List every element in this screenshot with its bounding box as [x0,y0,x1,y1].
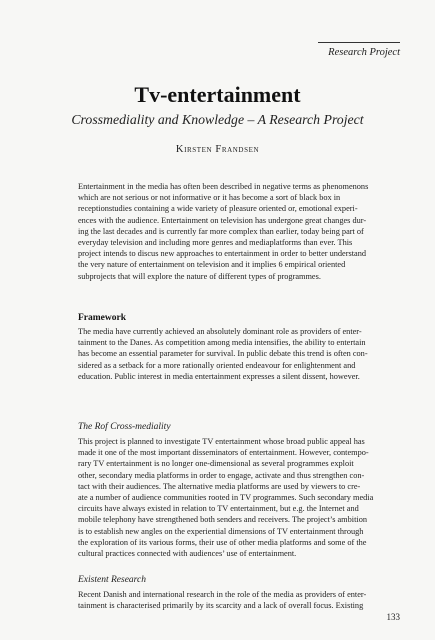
article-title: Tv-entertainment [134,82,301,107]
text-line: ing the last decades and is currently far more complex than earlier, today being part of [78,226,364,236]
existent-research-heading: Existent Research [78,575,146,585]
text-line: ences with the audience. Entertainment on television has undergone great changes dur- [78,215,367,225]
text-line: circuits have always existed in relation to TV entertainment, but e.g. the Internet and [78,504,359,514]
text-line: The media have currently achieved an absolutely dominant role as providers of enter- [78,327,362,336]
text-line: receptionstudies containing a wide variety of pleasure oriented or, emotional experi- [78,204,358,214]
text-line: everyday television and including more genres and mediaplatforms than ever. This [78,238,353,248]
text-line: sidered as a setback for a more rationally oriented endeavour for enlightenment and [78,360,356,370]
existent-research-paragraph [78,589,400,611]
text-line: project intends to discus new approaches to entertainment in order to better understand [78,249,366,259]
text-line: cultural practices connected with audiences’ use of entertainment. [78,549,297,559]
framework-paragraph [78,326,400,382]
text-line: Recent Danish and international research in the role of the media as providers of enter- [78,590,367,599]
rof-heading: The Rof Cross-mediality [78,422,171,432]
text-line: Entertainment in the media has often been described in negative terms as phenomenons [78,182,369,191]
text-line: other, secondary media platforms in order to engage, activate and thus strengthen con- [78,470,365,480]
article-subtitle: Crossmediality and Knowledge – A Research Project [71,112,364,127]
page-number: 133 [386,612,400,622]
text-line: tainment to the Danes. As competition among media intensifies, the ability to entertain [78,338,366,348]
text-line: tainment is characterised primarily by its scarcity and a lack of overall focus. Existing [78,601,364,611]
text-line: rary TV entertainment is no longer one-dimensional as several programmes exploit [78,459,354,469]
text-line: the very nature of entertainment on television and it implies 6 empirical oriented [78,260,346,270]
text-line: is to establish new angles on the experiential dimensions of TV entertainment through [78,526,364,536]
text-line: mobile telephony have strengthened both senders and receivers. The project’s ambition [78,515,367,525]
framework-heading: Framework [78,313,127,323]
intro-paragraph [78,181,400,282]
text-line: which are not serious or not informative or it has become a sort of black box in [78,193,341,203]
rof-paragraph [78,436,400,559]
text-line: has become an essential parameter for survival. In public debate this trend is often con- [78,349,368,359]
header-rule [318,42,400,43]
section-label: Research Project [328,47,400,58]
text-line: This project is planned to investigate TV entertainment whose broad public appeal has [78,437,365,446]
text-line: education. Public interest in media entertainment expresses a silent dissent, however. [78,371,360,381]
text-line: the exploration of its various forms, their use of other media platforms and some of the [78,537,367,547]
text-line: tact with their audiences. The alternative media platforms are used by viewers to cre- [78,481,361,491]
article-author: Kirsten Frandsen [175,144,260,155]
text-line: ate a number of audience communities rooted in TV programmes. Such secondary media [78,493,374,503]
text-line: subprojects that will explore the nature of different types of programmes. [78,271,321,281]
text-line: made it one of the most important disseminators of entertainment. However, contempo- [78,448,369,458]
